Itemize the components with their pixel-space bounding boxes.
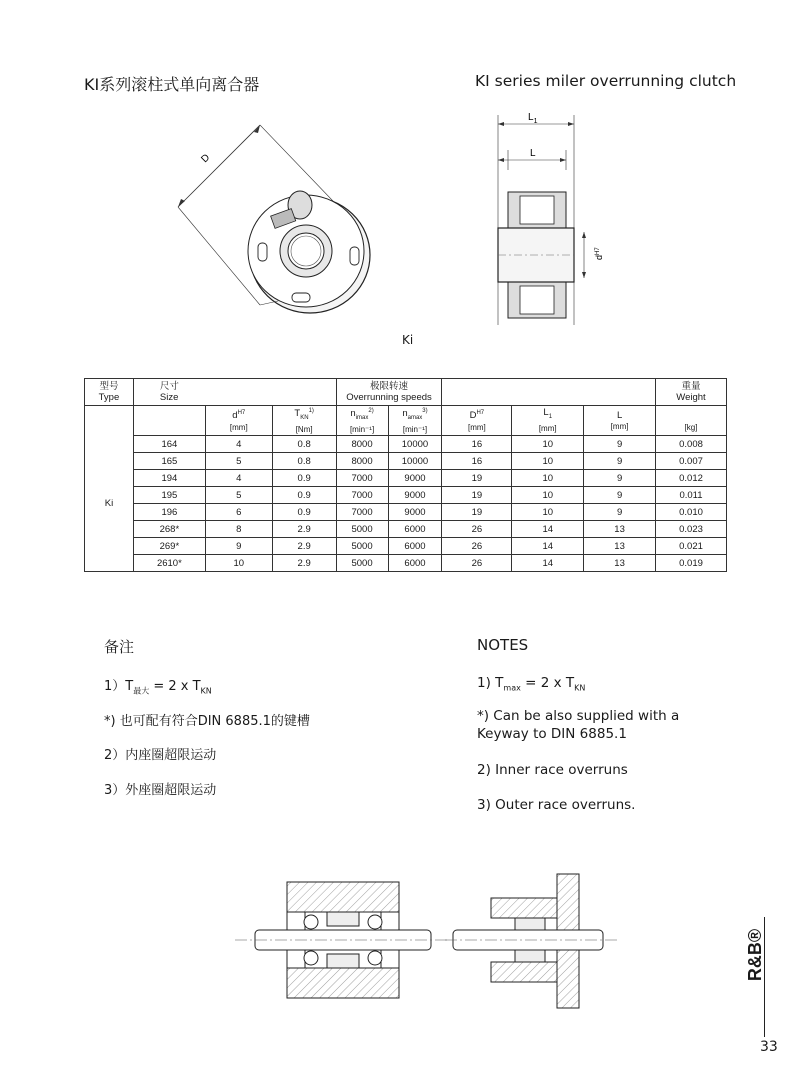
note-cn-2: *) 也可配有符合DIN 6885.1的键槽 [104, 714, 310, 729]
table-cell: 4 [205, 470, 272, 487]
dim-d-label: d [594, 254, 604, 260]
table-row [85, 538, 727, 555]
table-cell: 2.9 [272, 521, 336, 538]
dim-L1-label: L [528, 112, 534, 123]
table-cell: 10 [205, 555, 272, 572]
table-row [85, 504, 727, 521]
table-cell: 5000 [336, 555, 388, 572]
note-en-3: 2) Inner race overruns [477, 762, 628, 778]
notes-heading-en: NOTES [477, 636, 529, 654]
dim-L-label: L [530, 148, 536, 159]
header-d: $d^{H7}$ [mm] [205, 406, 272, 436]
page-title-cn: KI系列滚柱式单向离合器 [84, 75, 260, 94]
table-cell: 0.019 [656, 555, 727, 572]
table-cell: 9 [205, 538, 272, 555]
note-en-4: 3) Outer race overruns. [477, 797, 636, 813]
note-en-2-line-2: Keyway to DIN 6885.1 [477, 726, 627, 742]
note-en-2-line-1: *) Can be also supplied with a [477, 708, 680, 724]
table-header-row-1 [85, 379, 727, 406]
header-weight: 重量 Weight [656, 379, 727, 406]
table-cell: 5 [205, 453, 272, 470]
table-cell: 9 [584, 453, 656, 470]
assembly-drawing-right [445, 870, 620, 1015]
table-cell: 0.008 [656, 436, 727, 453]
table-row [85, 487, 727, 504]
table-cell: 164 [133, 436, 205, 453]
table-cell: 10 [512, 487, 584, 504]
table-cell: 13 [584, 555, 656, 572]
table-cell: 6000 [388, 538, 442, 555]
page-title-en: KI series miler overrunning clutch [475, 72, 737, 90]
table-cell: 7000 [336, 504, 388, 521]
header-type: 型号 Type [85, 379, 134, 406]
table-cell: 194 [133, 470, 205, 487]
table-cell: 9 [584, 436, 656, 453]
table-cell: 165 [133, 453, 205, 470]
table-row [85, 436, 727, 453]
table-cell: 9000 [388, 470, 442, 487]
table-cell: 26 [442, 521, 512, 538]
table-row [85, 470, 727, 487]
header-weight-unit: [kg] [656, 406, 727, 436]
header-nimax: $n_{imax}^{2)}$ [min⁻¹] [336, 406, 388, 436]
table-cell: 10 [512, 470, 584, 487]
table-cell: 9 [584, 470, 656, 487]
assembly-drawing-left [235, 870, 450, 1015]
page-number: 33 [760, 1039, 778, 1055]
table-cell: 268* [133, 521, 205, 538]
table-cell: 14 [512, 538, 584, 555]
table-cell: 6000 [388, 521, 442, 538]
table-cell: 0.011 [656, 487, 727, 504]
table-body [85, 436, 727, 572]
table-cell: 26 [442, 555, 512, 572]
svg-text:L1 [528, 112, 538, 125]
clutch-section-drawing [480, 110, 630, 335]
table-cell: 16 [442, 436, 512, 453]
header-namax: $n_{amax}^{3)}$ [min⁻¹] [388, 406, 442, 436]
table-cell: 0.9 [272, 504, 336, 521]
table-cell: 10 [512, 453, 584, 470]
table-cell: 10000 [388, 453, 442, 470]
table-cell: 13 [584, 538, 656, 555]
table-cell: 19 [442, 470, 512, 487]
table-cell: 6000 [388, 555, 442, 572]
table-cell: 0.010 [656, 504, 727, 521]
table-cell: 0.007 [656, 453, 727, 470]
clutch-isometric-drawing [160, 115, 380, 330]
dim-D-label: D [199, 152, 213, 166]
table-row [85, 453, 727, 470]
table-cell: 0.9 [272, 470, 336, 487]
table-row [85, 521, 727, 538]
footer-divider [764, 917, 765, 1037]
table-cell: 10000 [388, 436, 442, 453]
table-cell: 0.023 [656, 521, 727, 538]
table-cell: 4 [205, 436, 272, 453]
table-cell: 5000 [336, 538, 388, 555]
table-cell: 16 [442, 453, 512, 470]
table-cell: 10 [512, 436, 584, 453]
table-cell: 6 [205, 504, 272, 521]
table-cell: 0.8 [272, 436, 336, 453]
table-cell: 14 [512, 555, 584, 572]
dim-L1-subscript: 1 [533, 118, 538, 125]
table-cell: 269* [133, 538, 205, 555]
dim-d-superscript: H7 [595, 247, 601, 255]
table-cell: 5 [205, 487, 272, 504]
svg-text:dH7 [594, 247, 604, 260]
type-cell: Ki [85, 436, 134, 572]
note-cn-1: $1)T_{最大} = 2$ x $T_{KN}$ [104, 679, 212, 696]
note-cn-4: 3）外座圈超限运动 [104, 783, 217, 798]
table-cell: 13 [584, 521, 656, 538]
table-cell: 26 [442, 538, 512, 555]
table-cell: 14 [512, 521, 584, 538]
header-size: 尺寸 Size [133, 379, 205, 406]
table-cell: 9000 [388, 504, 442, 521]
table-cell: 19 [442, 487, 512, 504]
table-cell: 7000 [336, 487, 388, 504]
table-cell: 0.8 [272, 453, 336, 470]
table-header-row-2 [85, 406, 727, 436]
table-cell: 196 [133, 504, 205, 521]
header-speeds: 极限转速 Overrunning speeds [336, 379, 442, 406]
table-cell: 5000 [336, 521, 388, 538]
table-cell: 7000 [336, 470, 388, 487]
table-cell: 2.9 [272, 555, 336, 572]
notes-heading-cn: 备注 [104, 638, 135, 656]
table-cell: 195 [133, 487, 205, 504]
table-cell: 8000 [336, 436, 388, 453]
table-cell: 8 [205, 521, 272, 538]
note-en-1: 1) $T_{max} = 2$ x $T_{KN}$ [477, 675, 586, 693]
header-T: $T_{KN}^{1)}$ [Nm] [272, 406, 336, 436]
header-L: L [mm] [584, 406, 656, 436]
table-cell: 19 [442, 504, 512, 521]
table-cell: 9000 [388, 487, 442, 504]
figure-caption: Ki [402, 333, 414, 347]
header-L1: $L_1$ [mm] [512, 406, 584, 436]
table-cell: 8000 [336, 453, 388, 470]
spec-table [84, 378, 727, 572]
table-cell: 2.9 [272, 538, 336, 555]
table-cell: 0.9 [272, 487, 336, 504]
note-cn-3: 2）内座圈超限运动 [104, 748, 217, 763]
table-row [85, 555, 727, 572]
table-cell: 9 [584, 504, 656, 521]
table-cell: 0.021 [656, 538, 727, 555]
header-D: $D^{H7}$ [mm] [442, 406, 512, 436]
table-cell: 9 [584, 487, 656, 504]
table-cell: 10 [512, 504, 584, 521]
brand-logo: R&B® [744, 928, 765, 982]
table-cell: 2610* [133, 555, 205, 572]
table-cell: 0.012 [656, 470, 727, 487]
